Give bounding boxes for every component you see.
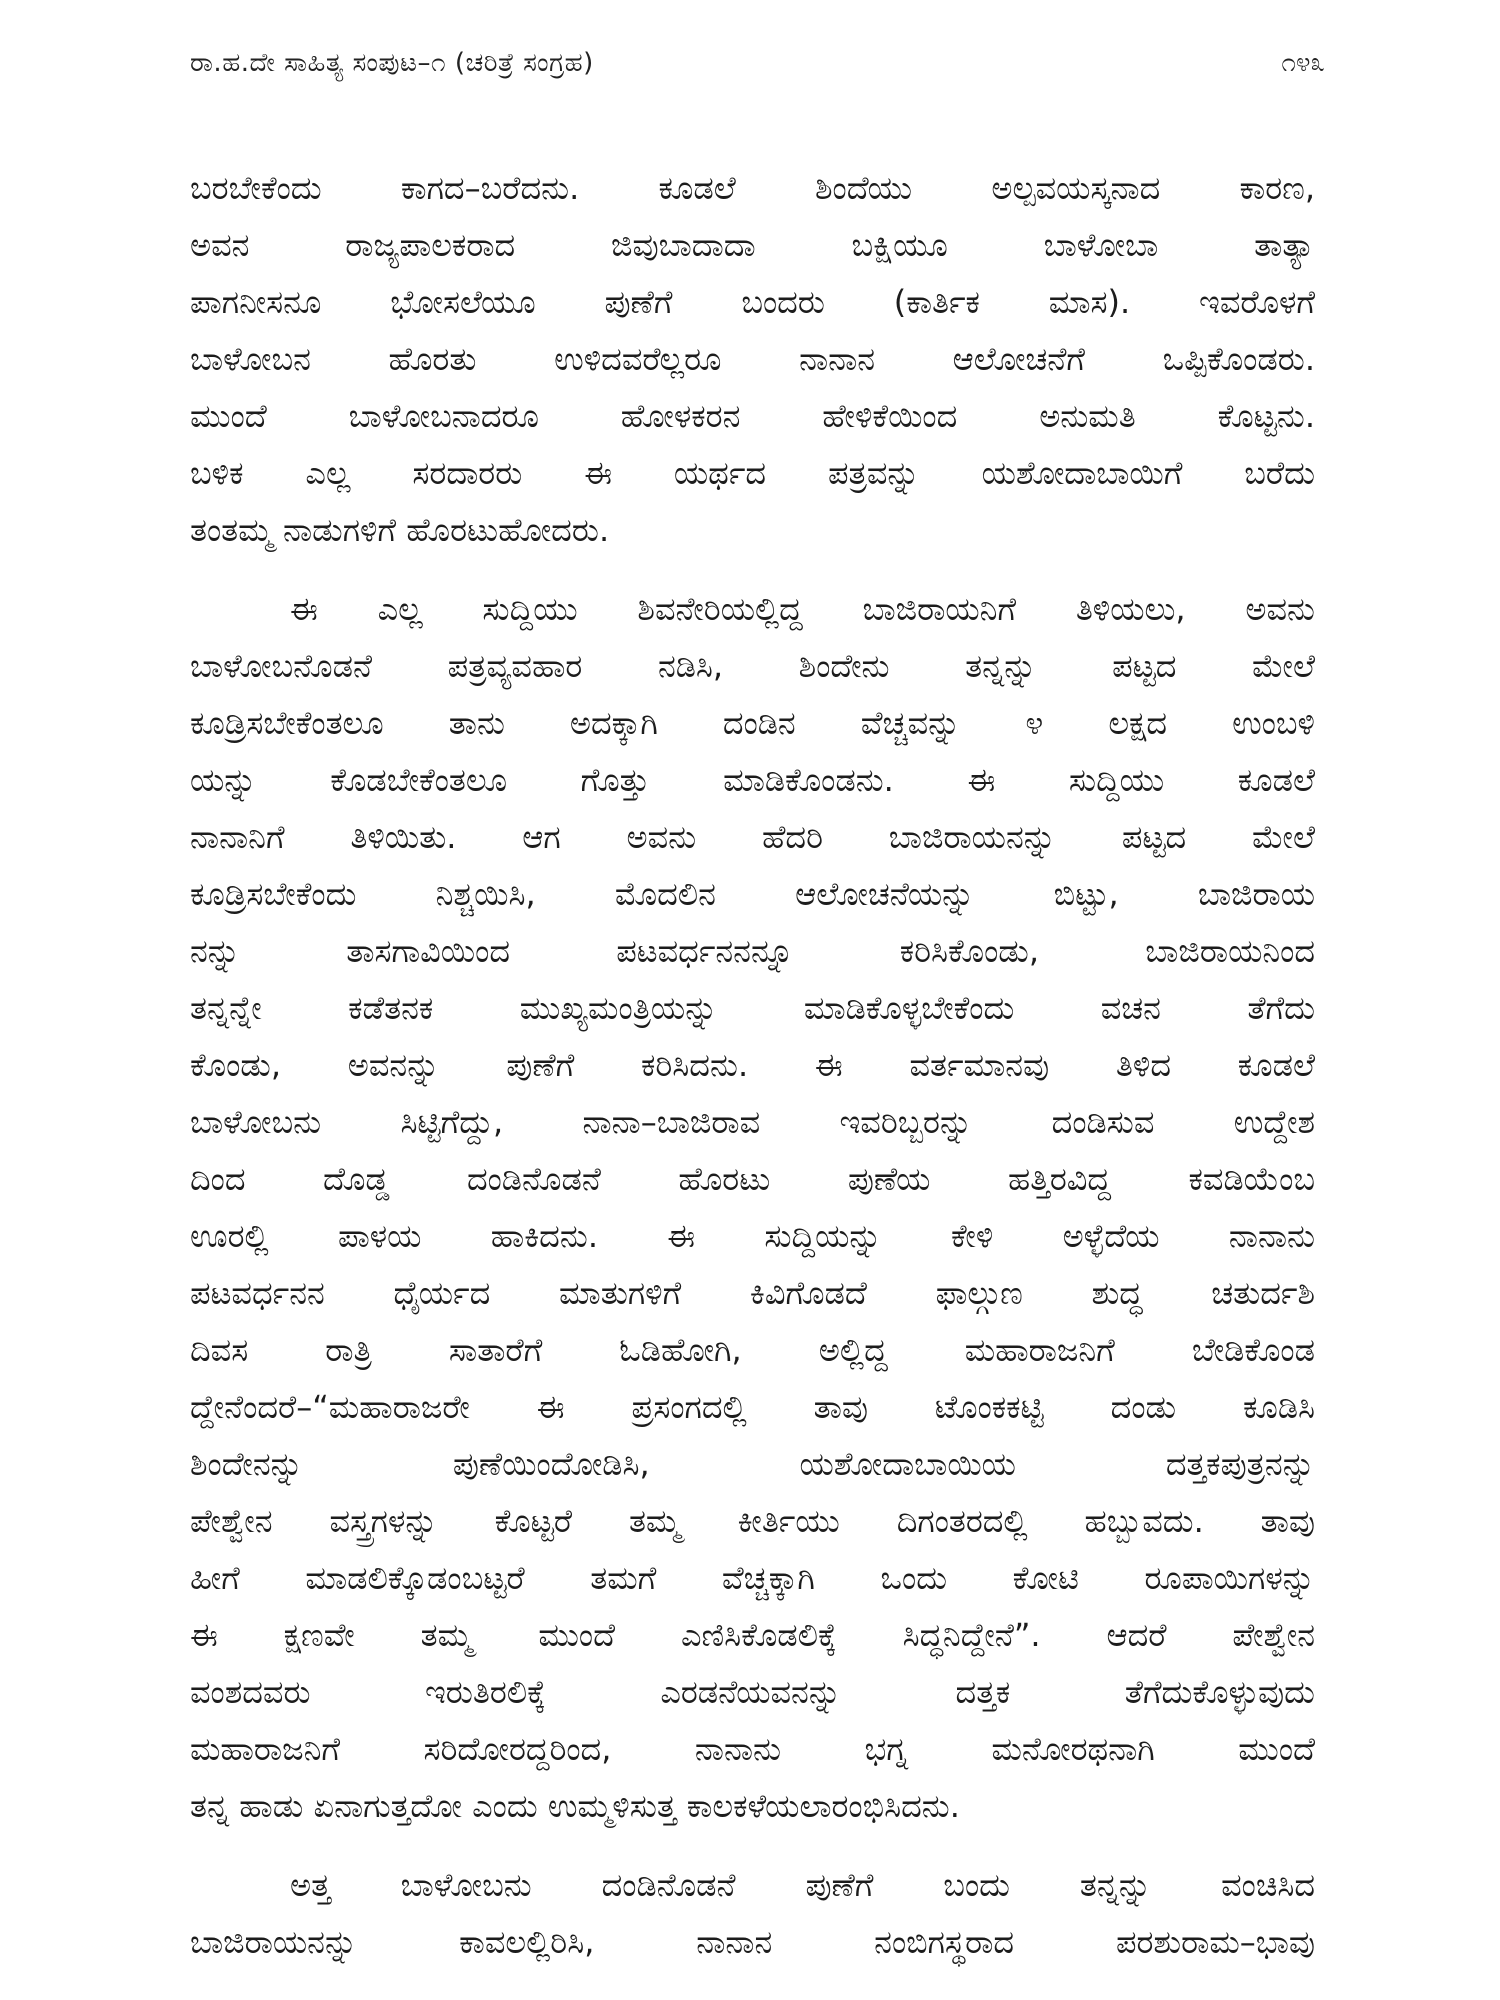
text-line: ತನ್ನ ಹಾಡು ಏನಾಗುತ್ತದೋ ಎಂದು ಉಮ್ಮಳಿಸುತ್ತ ಕಾಲಕಳೆಯಲಾರಂಭಿಸಿದನು.	[190, 1787, 960, 1825]
text-line: ವಂಶದವರು ಇರುತಿರಲಿಕ್ಕೆ ಎರಡನೆಯವನನ್ನು ದತ್ತಕ ತೆಗೆದುಕೊಳ್ಳುವುದು	[190, 1673, 1315, 1711]
text-line: ಊರಲ್ಲಿ ಪಾಳಯ ಹಾಕಿದನು. ಈ ಸುದ್ದಿಯನ್ನು ಕೇಳಿ ಅಳ್ಳೆದೆಯ ನಾನಾನು	[190, 1217, 1315, 1255]
body-text	[190, 160, 1315, 1971]
text-line: ದಿವಸ ರಾತ್ರಿ ಸಾತಾರೆಗೆ ಓಡಿಹೋಗಿ, ಅಲ್ಲಿದ್ದ ಮಹಾರಾಜನಿಗೆ ಬೇಡಿಕೊಂಡ	[190, 1331, 1315, 1369]
text-line: ಯನ್ನು ಕೊಡಬೇಕೆಂತಲೂ ಗೊತ್ತು ಮಾಡಿಕೊಂಡನು. ಈ ಸುದ್ದಿಯು ಕೂಡಲೆ	[190, 761, 1315, 799]
text-line: ಬಾಳೋಬನ ಹೊರತು ಉಳಿದವರೆಲ್ಲರೂ ನಾನಾನ ಆಲೋಚನೆಗೆ ಒಪ್ಪಿಕೊಂಡರು.	[190, 340, 1315, 378]
text-line: ಬಾಳೋಬನು ಸಿಟ್ಟಿಗೆದ್ದು, ನಾನಾ–ಬಾಜಿರಾವ ಇವರಿಬ್ಬರನ್ನು ದಂಡಿಸುವ ಉದ್ದೇಶ	[190, 1103, 1315, 1141]
running-title: ರಾ.ಹ.ದೇ ಸಾಹಿತ್ಯ ಸಂಪುಟ–೧ (ಚರಿತ್ರೆ ಸಂಗ್ರಹ)	[190, 48, 594, 78]
text-line: ಶಿಂದೇನನ್ನು ಪುಣೆಯಿಂದೋಡಿಸಿ, ಯಶೋದಾಬಾಯಿಯ ದತ್ತಕಪುತ್ರನನ್ನು	[190, 1445, 1315, 1483]
text-line: ಕೊಂಡು, ಅವನನ್ನು ಪುಣೆಗೆ ಕರಿಸಿದನು. ಈ ವರ್ತಮಾನವು ತಿಳಿದ ಕೂಡಲೆ	[190, 1046, 1315, 1084]
text-line: ಕೂಡ್ರಿಸಬೇಕೆಂದು ನಿಶ್ಚಯಿಸಿ, ಮೊದಲಿನ ಆಲೋಚನೆಯನ್ನು ಬಿಟ್ಟು, ಬಾಜಿರಾಯ	[190, 875, 1315, 913]
text-line: ಪಟವರ್ಧನನ ಧೈರ್ಯದ ಮಾತುಗಳಿಗೆ ಕಿವಿಗೊಡದೆ ಫಾಲ್ಗುಣ ಶುದ್ಧ ಚತುರ್ದಶಿ	[190, 1274, 1315, 1312]
text-line: ಬರಬೇಕೆಂದು ಕಾಗದ–ಬರೆದನು. ಕೂಡಲೆ ಶಿಂದೆಯು ಅಲ್ಪವಯಸ್ಕನಾದ ಕಾರಣ,	[190, 169, 1315, 207]
text-line: ತನ್ನನ್ನೇ ಕಡೆತನಕ ಮುಖ್ಯಮಂತ್ರಿಯನ್ನು ಮಾಡಿಕೊಳ್ಳಬೇಕೆಂದು ವಚನ ತೆಗೆದು	[190, 989, 1315, 1027]
text-line: ಅತ್ತ ಬಾಳೋಬನು ದಂಡಿನೊಡನೆ ಪುಣೆಗೆ ಬಂದು ತನ್ನನ್ನು ವಂಚಿಸಿದ	[290, 1866, 1315, 1904]
text-line: ಈ ಕ್ಷಣವೇ ತಮ್ಮ ಮುಂದೆ ಎಣಿಸಿಕೊಡಲಿಕ್ಕೆ ಸಿದ್ಧನಿದ್ದೇನೆ”. ಆದರೆ ಪೇಶ್ವೇನ	[190, 1616, 1315, 1654]
text-line: ಪೇಶ್ವೇನ ವಸ್ತ್ರಗಳನ್ನು ಕೊಟ್ಟರೆ ತಮ್ಮ ಕೀರ್ತಿಯು ದಿಗಂತರದಲ್ಲಿ ಹಬ್ಬುವದು. ತಾವು	[190, 1502, 1315, 1540]
paragraph-1	[190, 160, 1315, 559]
text-line: ಮಹಾರಾಜನಿಗೆ ಸರಿದೋರದ್ದರಿಂದ, ನಾನಾನು ಭಗ್ನ ಮನೋರಥನಾಗಿ ಮುಂದೆ	[190, 1730, 1315, 1768]
text-line: ಬಾಜಿರಾಯನನ್ನು ಕಾವಲಲ್ಲಿರಿಸಿ, ನಾನಾನ ನಂಬಿಗಸ್ಥರಾದ ಪರಶುರಾಮ–ಭಾವು	[190, 1923, 1315, 1961]
text-line: ದಿಂದ ದೊಡ್ಡ ದಂಡಿನೊಡನೆ ಹೊರಟು ಪುಣೆಯ ಹತ್ತಿರವಿದ್ದ ಕವಡಿಯೆಂಬ	[190, 1160, 1315, 1198]
text-line: ನಾನಾನಿಗೆ ತಿಳಿಯಿತು. ಆಗ ಅವನು ಹೆದರಿ ಬಾಜಿರಾಯನನ್ನು ಪಟ್ಟದ ಮೇಲೆ	[190, 818, 1315, 856]
paragraph-2	[190, 581, 1315, 1835]
text-line: ತಂತಮ್ಮ ನಾಡುಗಳಿಗೆ ಹೊರಟುಹೋದರು.	[190, 511, 610, 549]
text-line: ಬಳಿಕ ಎಲ್ಲ ಸರದಾರರು ಈ ಯರ್ಥದ ಪತ್ರವನ್ನು ಯಶೋದಾಬಾಯಿಗೆ ಬರೆದು	[190, 454, 1315, 492]
text-line: ದ್ದೇನೆಂದರೆ–“ಮಹಾರಾಜರೇ ಈ ಪ್ರಸಂಗದಲ್ಲಿ ತಾವು ಟೊಂಕಕಟ್ಟಿ ದಂಡು ಕೂಡಿಸಿ	[190, 1388, 1315, 1426]
text-line: ಕೂಡ್ರಿಸಬೇಕೆಂತಲೂ ತಾನು ಅದಕ್ಕಾಗಿ ದಂಡಿನ ವೆಚ್ಚವನ್ನು ೪ ಲಕ್ಷದ ಉಂಬಳಿ	[190, 704, 1315, 742]
text-line: ಅವನ ರಾಜ್ಯಪಾಲಕರಾದ ಜಿವುಬಾದಾದಾ ಬಕ್ಷಿಯೂ ಬಾಳೋಬಾ ತಾತ್ಯಾ	[190, 226, 1315, 264]
text-line: ಮುಂದೆ ಬಾಳೋಬನಾದರೂ ಹೋಳಕರನ ಹೇಳಿಕೆಯಿಂದ ಅನುಮತಿ ಕೊಟ್ಟನು.	[190, 397, 1315, 435]
text-line: ಪಾಗನೀಸನೂ ಭೋಸಲೆಯೂ ಪುಣೆಗೆ ಬಂದರು (ಕಾರ್ತಿಕ ಮಾಸ). ಇವರೊಳಗೆ	[190, 283, 1315, 321]
text-line: ಬಾಳೋಬನೊಡನೆ ಪತ್ರವ್ಯವಹಾರ ನಡಿಸಿ, ಶಿಂದೇನು ತನ್ನನ್ನು ಪಟ್ಟದ ಮೇಲೆ	[190, 647, 1315, 685]
text-line: ನನ್ನು ತಾಸಗಾವಿಯಿಂದ ಪಟವರ್ಧನನನ್ನೂ ಕರಿಸಿಕೊಂಡು, ಬಾಜಿರಾಯನಿಂದ	[190, 932, 1315, 970]
text-line: ಹೀಗೆ ಮಾಡಲಿಕ್ಕೊಡಂಬಟ್ಟರೆ ತಮಗೆ ವೆಚ್ಚಕ್ಕಾಗಿ ಒಂದು ಕೋಟಿ ರೂಪಾಯಿಗಳನ್ನು	[190, 1559, 1315, 1597]
text-line: ಈ ಎಲ್ಲ ಸುದ್ದಿಯು ಶಿವನೇರಿಯಲ್ಲಿದ್ದ ಬಾಜಿರಾಯನಿಗೆ ತಿಳಿಯಲು, ಅವನು	[290, 590, 1315, 628]
page-number: ೧೪೩	[1281, 48, 1325, 78]
paragraph-3	[190, 1857, 1315, 1971]
